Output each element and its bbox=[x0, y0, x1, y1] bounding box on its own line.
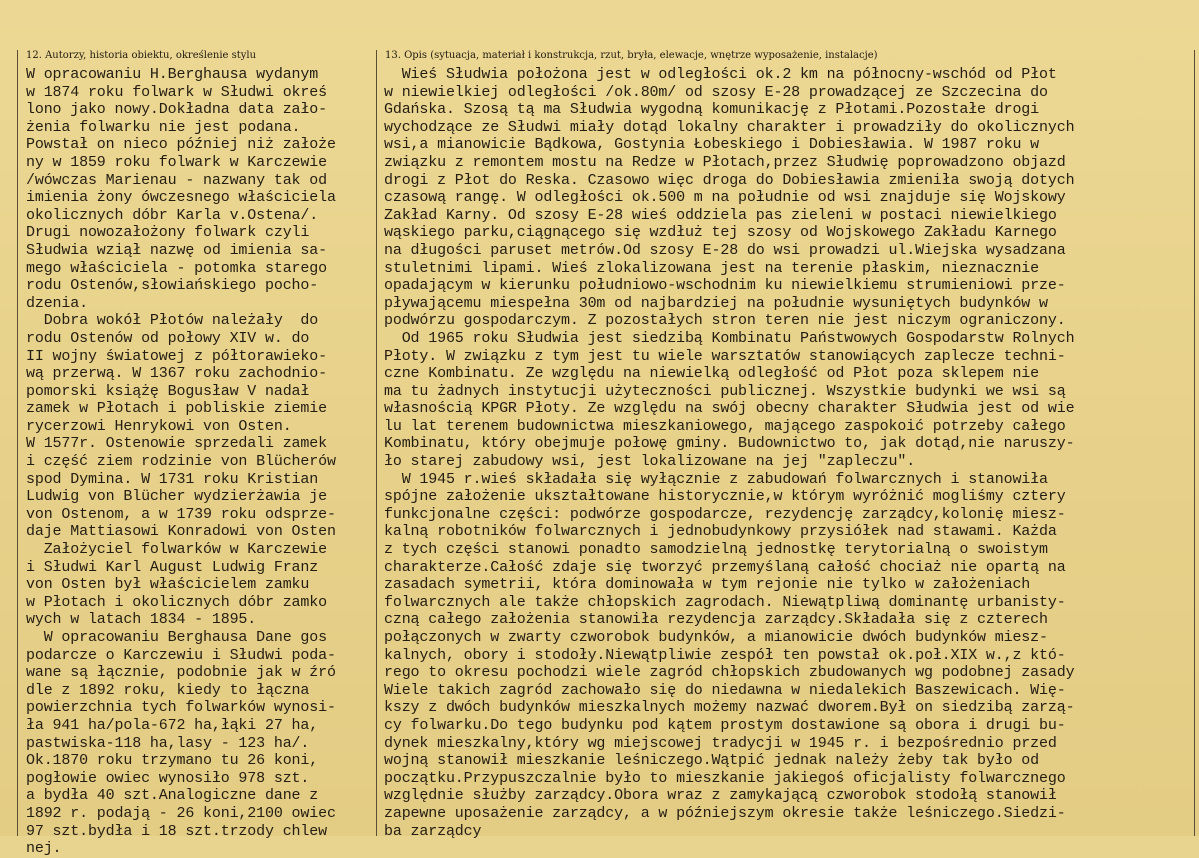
text-line: początku.Przypuszczalnie było to mieszkanie jakiegoś oficjalisty folwarcznego bbox=[384, 769, 1066, 787]
text-line: Słudwia wziął nazwę od imienia sa- bbox=[26, 241, 327, 259]
text-line: a bydła 40 szt.Analogiczne dane z bbox=[26, 787, 319, 805]
text-line: funkcjonalne części: podwórze gospodarcze, rezydencję zarządcy,kolonię miesz- bbox=[384, 505, 1066, 523]
section-13-heading: 13. Opis (sytuacja, materiał i konstrukcja, rzut, bryła, elewacje, wnętrze wyposażenie, instalacje) bbox=[385, 50, 878, 61]
text-line: w 1874 roku folwark w Słudwi okreś bbox=[26, 83, 327, 101]
text-line: zasadach symetrii, która dominowała w tym rejonie nie tylko w założeniach bbox=[384, 576, 1031, 594]
text-line: daje Mattiasowi Konradowi von Osten bbox=[26, 523, 336, 541]
text-line: w Płotach i okolicznych dóbr zamko bbox=[26, 593, 327, 611]
section-12-heading: 12. Autorzy, historia obiektu, określenie stylu bbox=[26, 50, 257, 61]
text-line: i Słudwi Karl August Ludwig Franz bbox=[26, 558, 319, 576]
text-line: dle z 1892 roku, kiedy to łączna bbox=[26, 681, 310, 699]
text-line: pastwiska-118 ha,lasy - 123 ha/. bbox=[26, 734, 310, 752]
text-line: pływającemu miespełna 30m od najbardziej na południe wysuniętych budynków w bbox=[384, 294, 1048, 312]
text-line: związku z remontem mostu na Redze w Płotach,przez Słudwię poprowadzono objazd bbox=[384, 153, 1066, 171]
text-line: lu lat terenem budownictwa mieszkaniowego, mającego zaspokoić potrzeby całego bbox=[384, 417, 1066, 435]
text-line: żenia folwarku nie jest podana. bbox=[26, 118, 301, 136]
text-line: pomorski książę Bogusław V nadał bbox=[26, 382, 310, 400]
text-line: w niewielkiej odległości /ok.80m/ od szosy E-28 prowadzącej ze Szczecina do bbox=[384, 83, 1048, 101]
text-line: charakterze.Całość zdaje się tworzyć przemyślaną całość chociaż nie opartą na bbox=[384, 558, 1066, 576]
text-line: wąskiego parku,ciągnącego się wzdłuż tej szosy od Wojskowego Zakładu Karnego bbox=[384, 224, 1057, 242]
text-line: ło starej zabudowy wsi, jest lokalizowane na jej "zapleczu". bbox=[384, 453, 916, 471]
text-line: kszy z dwóch budynków mieszkalnych możemy nazwać dworem.Był on siedzibą zarzą- bbox=[384, 699, 1075, 717]
text-line: wychodzące ze Słudwi miały dotąd lokalny charakter i prowadziły do okolicznych bbox=[384, 118, 1075, 136]
text-line: W opracowaniu Berghausa Dane gos bbox=[26, 629, 327, 646]
text-line: rego to okresu pochodzi wiele zagród chłopskich zbudowanych wg podobnej zasady bbox=[384, 664, 1075, 682]
text-line: pogłowie owiec wynosiło 978 szt. bbox=[26, 769, 310, 787]
text-line: czasową rangę. W odległości ok.500 m na południe od wsi znajduje się Wojskowy bbox=[384, 189, 1066, 207]
text-line: rodu Ostenów,słowiańskiego pocho- bbox=[26, 277, 319, 295]
text-line: Zakład Karny. Od szosy E-28 wieś oddziela pas zieleni w postaci niewielkiego bbox=[384, 206, 1057, 224]
text-line: Kombinatu, który obejmuje połowę gminy. Budownictwo to, jak dotąd,nie naruszy- bbox=[384, 435, 1075, 453]
text-line: lono jako nowy.Dokładna data zało- bbox=[26, 101, 327, 119]
text-line: W 1945 r.wieś składała się wyłącznie z zabudowań folwarcznych i stanowiła bbox=[384, 470, 1048, 488]
column-rule-middle bbox=[376, 50, 377, 836]
text-line: wane są łącznie, podobnie jak w źró bbox=[26, 664, 336, 682]
text-line: cy folwarku.Do tego budynku pod kątem prostym dostawione są obora i drugi bu- bbox=[384, 716, 1066, 734]
text-line: mego właściciela - potomka starego bbox=[26, 259, 327, 277]
text-line: spójne założenie ukształtowane historycznie,w którym wyróżnić mogliśmy cztery bbox=[384, 488, 1066, 506]
text-line: imienia żony ówczesnego właściciela bbox=[26, 189, 336, 207]
text-line: Od 1965 roku Słudwia jest siedzibą Kombinatu Państwowych Gospodarstw Rolnych bbox=[384, 329, 1075, 347]
text-line: powierzchnia tych folwarków wynosi- bbox=[26, 699, 336, 717]
column-rule-left bbox=[17, 50, 18, 836]
text-line: Dobra wokół Płotów należały do bbox=[26, 312, 319, 330]
text-line: ła 941 ha/pola-672 ha,łąki 27 ha, bbox=[26, 716, 319, 734]
text-line: 1892 r. podają - 26 koni,2100 owiec bbox=[26, 804, 336, 822]
text-line: W opracowaniu H.Berghausa wydanym bbox=[26, 66, 319, 83]
text-line: 97 szt.bydła i 18 szt.trzody chlew bbox=[26, 822, 327, 840]
text-line: Założyciel folwarków w Karczewie bbox=[26, 541, 327, 559]
text-line: kalnych, obory i stodoły.Niewątpliwie zespół ten powstał ok.poł.XIX w.,z któ- bbox=[384, 646, 1066, 664]
history-text-column bbox=[26, 66, 372, 858]
text-line: folwarcznych ale także chłopskich zagrodach. Niewątpliwą dominantę urbanisty- bbox=[384, 593, 1066, 611]
text-line: von Osten był właścicielem zamku bbox=[26, 576, 310, 594]
text-line: wych w latach 1834 - 1895. bbox=[26, 611, 257, 629]
text-line: zamek w Płotach i pobliskie ziemie bbox=[26, 400, 327, 418]
text-line: ba zarządcy bbox=[384, 822, 482, 840]
text-line: połączonych w zwarty czworobok budynków, a mianowicie dwóch budynków miesz- bbox=[384, 629, 1048, 646]
text-line: podarcze o Karczewiu i Słudwi poda- bbox=[26, 646, 336, 664]
description-text-column bbox=[384, 66, 1192, 840]
text-line: spod Dymina. W 1731 roku Kristian bbox=[26, 470, 319, 488]
text-line: dynek mieszkalny,który wg miejscowej tradycji w 1945 r. i bezpośrednio przed bbox=[384, 734, 1057, 752]
text-line: czne Kombinatu. Ze względu na niewielką odległość od Płot poza sklepem nie bbox=[384, 365, 1040, 383]
text-line: Powstał on nieco później niż założe bbox=[26, 136, 336, 154]
text-line: II wojny światowej z półtorawieko- bbox=[26, 347, 327, 365]
text-line: zapewne uposażenie zarządcy, a w późniejszym okresie także leśniczego.Siedzi- bbox=[384, 804, 1066, 822]
text-line: von Ostenom, a w 1739 roku odsprze- bbox=[26, 505, 336, 523]
text-line: czną całego założenia stanowiła rezydencja zarządcy.Składała się z czterech bbox=[384, 611, 1048, 629]
text-line: własnością KPGR Płoty. Ze względu na swój obecny charakter Słudwia jest od wie bbox=[384, 400, 1075, 418]
text-line: Ludwig von Blücher wydzierżawia je bbox=[26, 488, 327, 506]
text-line: Drugi nowozałożony folwark czyli bbox=[26, 224, 310, 242]
text-line: nej. bbox=[26, 840, 62, 858]
text-line: wą przerwą. W 1367 roku zachodnio- bbox=[26, 365, 327, 383]
text-line: rycerzowi Henrykowi von Osten. bbox=[26, 417, 292, 435]
text-line: Gdańska. Szosą tą ma Słudwia wygodną komunikację z Płotami.Pozostałe drogi bbox=[384, 101, 1040, 119]
text-line: drogi z Płot do Reska. Czasowo więc droga do Dobiesławia zmieniła swoją dotych bbox=[384, 171, 1075, 189]
text-line: na długości paruset metrów.Od szosy E-28 do wsi prowadzi ul.Wiejska wysadzana bbox=[384, 241, 1066, 259]
text-line: z tych części stanowi ponadto samodzielną jednostkę terytorialną o swoistym bbox=[384, 541, 1048, 559]
text-line: kalną robotników folwarcznych i jednobudynkowy przysiółek nad stawami. Każda bbox=[384, 523, 1057, 541]
text-line: podwórzu gospodarczym. Z pozostałych stron teren nie jest niczym ograniczony. bbox=[384, 312, 1066, 330]
text-line: okolicznych dóbr Karla v.Ostena/. bbox=[26, 206, 319, 224]
text-line: /wówczas Marienau - nazwany tak od bbox=[26, 171, 327, 189]
text-line: Wiele takich zagród zachowało się do niedawna w niedalekich Baszewicach. Wię- bbox=[384, 681, 1066, 699]
text-line: ma tu żadnych instytucji użyteczności publicznej. Wszystkie budynki we wsi są bbox=[384, 382, 1066, 400]
text-line: wojną stanowił mieszkanie leśniczego.Wątpić jednak należy żeby tak było od bbox=[384, 752, 1040, 770]
text-line: W 1577r. Ostenowie sprzedali zamek bbox=[26, 435, 327, 453]
text-line: względnie służby zarządcy.Obora wraz z zamykającą czworobok stodołą stanowił bbox=[384, 787, 1057, 805]
text-line: Ok.1870 roku trzymano tu 26 koni, bbox=[26, 752, 319, 770]
text-line: ny w 1859 roku folwark w Karczewie bbox=[26, 153, 327, 171]
text-line: i część ziem rodzinie von Blücherów bbox=[26, 453, 336, 471]
text-line: rodu Ostenów od połowy XIV w. do bbox=[26, 329, 310, 347]
text-line: stuletnimi lipami. Wieś zlokalizowana jest na terenie płaskim, nieznacznie bbox=[384, 259, 1040, 277]
text-line: dzenia. bbox=[26, 294, 88, 312]
text-line: wsi,a mianowicie Bądkowa, Gostynia Łobeskiego i Dobiesławia. W 1987 roku w bbox=[384, 136, 1040, 154]
text-line: Wieś Słudwia położona jest w odległości ok.2 km na północny-wschód od Płot bbox=[384, 66, 1057, 83]
text-line: Płoty. W związku z tym jest tu wiele warsztatów stanowiących zaplecze techni- bbox=[384, 347, 1066, 365]
text-line: opadającym w kierunku południowo-wschodnim ku niewielkiemu strumieniowi prze- bbox=[384, 277, 1066, 295]
column-rule-right bbox=[1194, 50, 1195, 836]
